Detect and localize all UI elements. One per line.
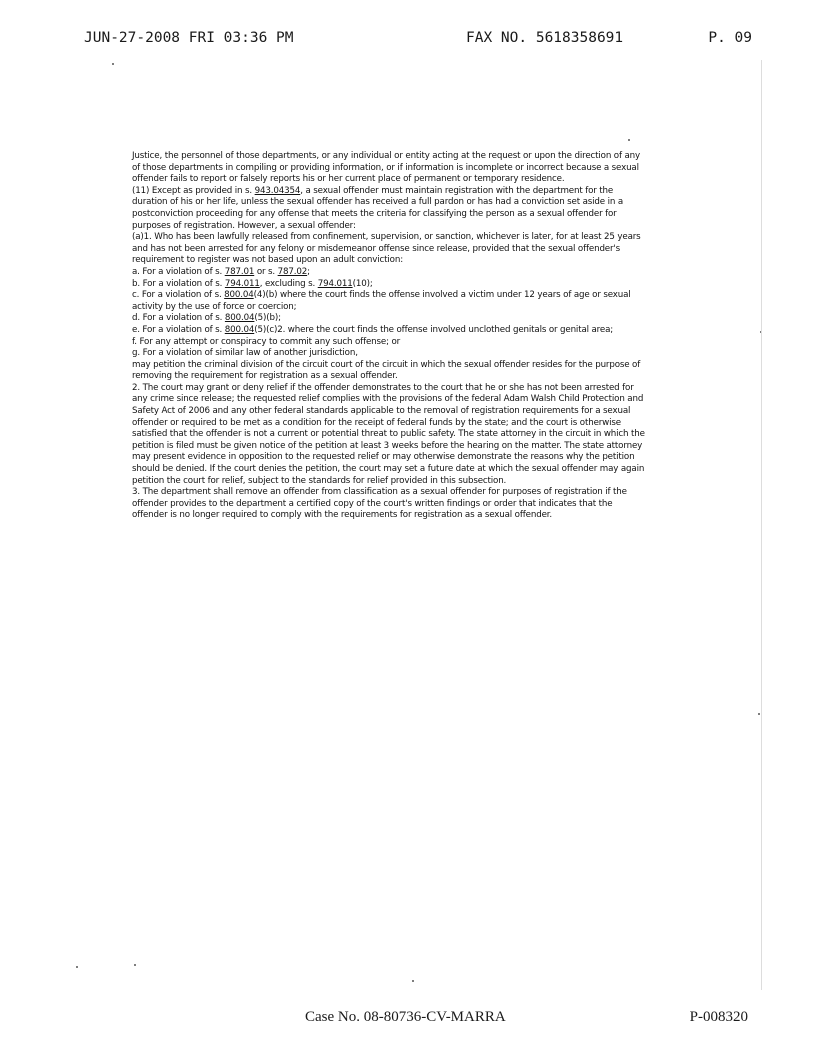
item-c-rest: (4)(b) where the court finds the offense involved a victim under 12 years of age or sexual activity by the use of force or coercion; <box>132 290 631 312</box>
statute-link-787-01[interactable]: 787.01 <box>224 266 255 277</box>
item-d <box>132 313 646 325</box>
item-c <box>132 290 646 313</box>
item-a-lead: a. For a violation of s. <box>132 266 225 277</box>
item-d-lead: d. For a violation of s. <box>132 313 225 324</box>
scan-speck <box>628 139 630 141</box>
item-b-end: (10); <box>352 278 373 289</box>
paragraph-2: 2. The court may grant or deny relief if the offender demonstrates to the court that he or she has not been arrested for any crime since release; the requested relief complies with the provisions of the federal Adam Walsh Child Protection and Safety Act of 2006 and any other federal standards applicable to the removal of registration requirements for a sexual offender or required to be met as a condition for the receipt of federal funds by the state; and the court is otherwise satisfied that the offender is not a current or potential threat to public safety. The state attorney in the circuit in which the petition is filed must be given notice of the petition at least 3 weeks before the hearing on the matter. The state attorney may present evidence in opposition to the requested relief or may otherwise demonstrate the reasons why the petition should be denied. If the court denies the petition, the court may set a future date at which the sexual offender may again petition the court for relief, subject to the standards for relief provided in this subsection. <box>132 382 645 486</box>
statute-link-800-04-d[interactable]: 800.04 <box>224 313 255 324</box>
item-a <box>132 267 646 279</box>
item-a-mid: or s. <box>254 266 278 277</box>
item-e <box>132 325 646 337</box>
statute-link-800-04-c[interactable]: 800.04 <box>224 290 254 301</box>
item-a-end: ; <box>307 266 310 277</box>
subsection-11-rest: , a sexual offender must maintain registration with the department for the duration of his or her life, unless the sexual offender has received a full pardon or has had a conviction set aside in a postconviction proceeding for any offense that meets the criteria for classifying the person as a sexual offender for purposes of registration. However, a sexual offender: <box>132 185 623 231</box>
paragraph-3: 3. The department shall remove an offender from classification as a sexual offender for purposes of registration if the offender provides to the department a certified copy of the court's written findings or order that indicates that the offender is no longer required to comply with the requirements for registration as a sexual offender. <box>132 487 627 521</box>
statute-link-800-04-e[interactable]: 800.04 <box>224 324 255 335</box>
scan-speck <box>134 964 136 966</box>
intro-paragraph: Justice, the personnel of those departments, or any individual or entity acting at the request or upon the direction of any of those departments in compiling or providing information, or if information is incomplete or incorrect because a sexual offender fails to report or falsely reports his or her current place of permanent or temporary residence. <box>132 151 641 185</box>
item-c-lead: c. For a violation of s. <box>132 290 225 301</box>
scan-edge-line <box>761 60 762 990</box>
fax-page-number: P. 09 <box>708 30 752 46</box>
item-b <box>132 279 646 291</box>
subsection-11 <box>132 186 646 232</box>
item-e-lead: e. For a violation of s. <box>132 324 225 335</box>
item-b-mid: , excluding s. <box>259 278 318 289</box>
item-b-lead: b. For a violation of s. <box>132 278 225 289</box>
statute-text <box>132 151 646 522</box>
statute-link-943-04354[interactable]: 943.04354 <box>254 185 301 196</box>
statute-link-787-02[interactable]: 787.02 <box>277 266 308 277</box>
item-f: f. For any attempt or conspiracy to commit any such offense; or <box>132 336 401 347</box>
statute-link-794-011[interactable]: 794.011 <box>224 278 260 289</box>
petition-paragraph: may petition the criminal division of the circuit court of the circuit in which the sexual offender resides for the purpose of removing the requirement for registration as a sexual offender. <box>132 359 641 382</box>
paragraph-a1: (a)1. Who has been lawfully released from confinement, supervision, or sanction, whichever is later, for at least 25 years and has not been arrested for any felony or misdemeanor offense since release, provided that the sexual offender's requirement to register was not based upon an adult conviction: <box>132 232 641 266</box>
scan-speck <box>76 966 78 968</box>
statute-link-794-011-10[interactable]: 794.011 <box>317 278 353 289</box>
case-number: Case No. 08-80736-CV-MARRA <box>305 1009 506 1025</box>
item-e-rest: (5)(c)2. where the court finds the offense involved unclothed genitals or genital area; <box>254 324 614 335</box>
fax-date: JUN-27-2008 FRI 03:36 PM <box>84 30 294 46</box>
scan-speck <box>112 63 114 65</box>
scan-speck <box>758 713 760 715</box>
item-g: g. For a violation of similar law of another jurisdiction, <box>132 348 358 359</box>
fax-number: FAX NO. 5618358691 <box>466 30 624 46</box>
scan-speck <box>412 980 414 982</box>
fax-header <box>84 30 752 52</box>
bates-number: P-008320 <box>689 1009 748 1025</box>
item-d-rest: (5)(b); <box>254 313 281 324</box>
subsection-11-lead: (11) Except as provided in s. <box>132 185 255 196</box>
